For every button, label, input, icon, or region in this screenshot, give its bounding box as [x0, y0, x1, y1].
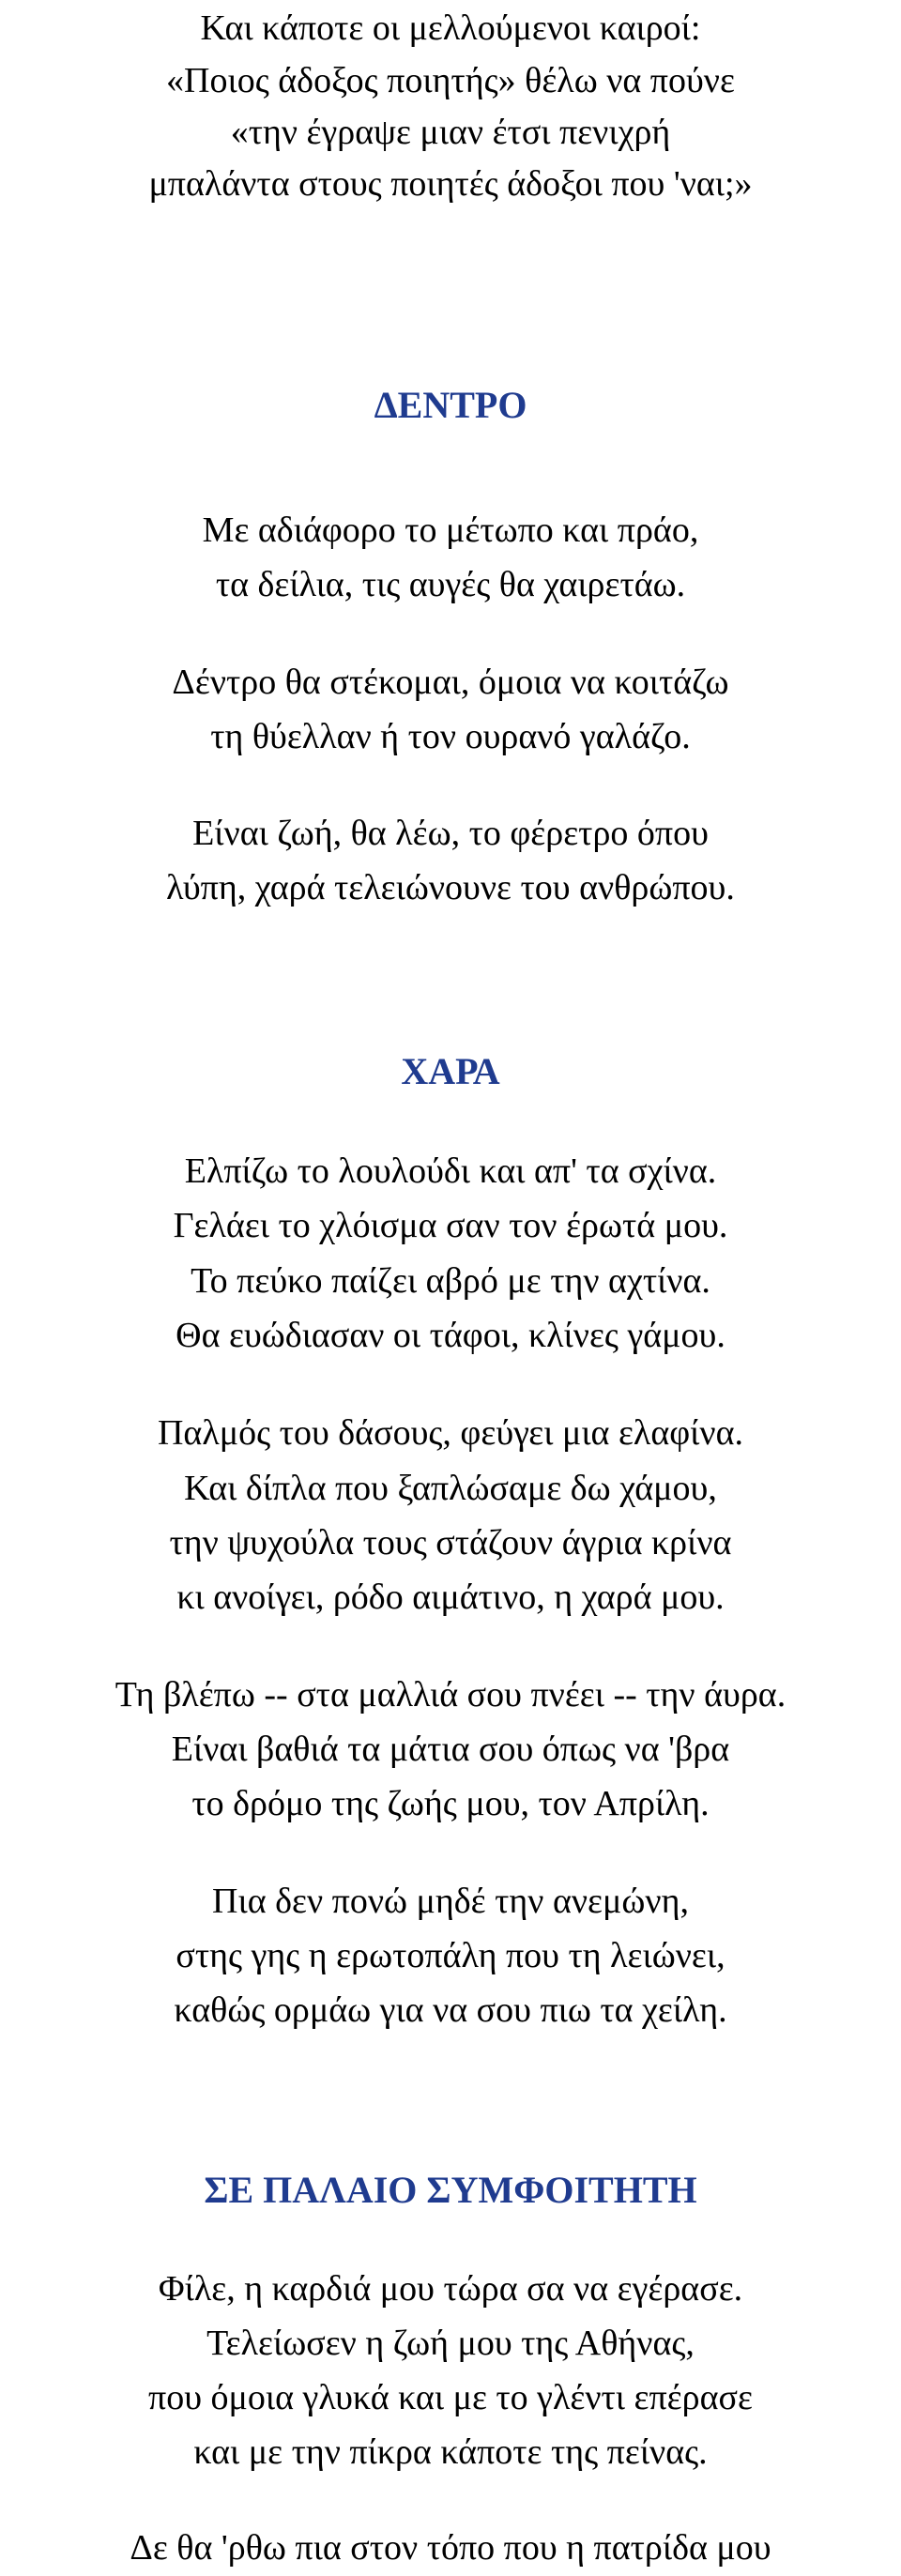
verse-line: Παλμός του δάσους, φεύγει μια ελαφίνα.	[157, 1413, 743, 1453]
verse-line: τη θύελλαν ή τον ουρανό γαλάζο.	[210, 717, 691, 756]
verse-line: καθώς ορμάω για να σου πιω τα χείλη.	[174, 1990, 727, 2030]
verse-line: Τελείωσεν η ζωή μου της Αθήνας,	[206, 2324, 695, 2363]
verse-line: Τη βλέπω -- στα μαλλιά σου πνέει -- την άυρα.	[115, 1675, 786, 1715]
verse-line: Και δίπλα που ξαπλώσαμε δω χάμου,	[184, 1469, 717, 1508]
verse-line: Δέντρο θα στέκομαι, όμοια να κοιτάζω	[172, 663, 729, 702]
verse-line: στης γης η ερωτοπάλη που τη λειώνει,	[176, 1936, 725, 1975]
verse-line: κι ανοίγει, ρόδο αιμάτινο, η χαρά μου.	[176, 1578, 725, 1617]
verse-line: Με αδιάφορο το μέτωπο και πράο,	[202, 511, 699, 550]
verse-line: τα δείλια, τις αυγές θα χαιρετάω.	[215, 565, 686, 604]
poem-title-palaio-symfoititi: ΣΕ ΠΑΛΑΙΟ ΣΥΜΦΟΙΤΗΤΗ	[204, 2169, 697, 2211]
verse-line: «την έγραψε μιαν έτσι πενιχρή	[230, 113, 671, 152]
verse-line: το δρόμο της ζωής μου, τον Απρίλη.	[191, 1784, 710, 1823]
verse-line: Και κάποτε οι μελλούμενοι καιροί:	[200, 8, 701, 48]
verse-line: «Ποιος άδοξος ποιητής» θέλω να πούνε	[166, 61, 735, 100]
verse-line: Θα ευώδιασαν οι τάφοι, κλίνες γάμου.	[176, 1316, 725, 1355]
verse-line: Ελπίζω το λουλούδι και απ' τα σχίνα.	[184, 1151, 717, 1191]
verse-line: λύπη, χαρά τελειώνουνε του ανθρώπου.	[166, 868, 735, 907]
verse-line: Είναι βαθιά τα μάτια σου όπως να 'βρα	[171, 1730, 730, 1769]
verse-line: που όμοια γλυκά και με το γλέντι επέρασε	[148, 2378, 753, 2417]
verse-line: μπαλάντα στους ποιητές άδοξοι που 'ναι;»	[148, 164, 753, 204]
verse-line: Δε θα 'ρθω πια στον τόπο που η πατρίδα μου	[130, 2528, 771, 2568]
verse-line: Το πεύκο παίζει αβρό με την αχτίνα.	[191, 1261, 710, 1301]
verse-line: Φίλε, η καρδιά μου τώρα σα να εγέρασε.	[158, 2269, 743, 2309]
poem-title-chara: ΧΑΡΑ	[401, 1050, 500, 1092]
verse-line: και με την πίκρα κάποτε της πείνας.	[193, 2432, 708, 2472]
verse-line: Είναι ζωή, θα λέω, το φέρετρο όπου	[192, 814, 709, 853]
verse-line: Γελάει το χλόισμα σαν τον έρωτά μου.	[173, 1206, 728, 1245]
verse-line: την ψυχούλα τους στάζουν άγρια κρίνα	[169, 1523, 732, 1562]
poem-title-dentro: ΔΕΝΤΡΟ	[374, 384, 527, 426]
verse-line: Πια δεν πονώ μηδέ την ανεμώνη,	[212, 1882, 689, 1921]
